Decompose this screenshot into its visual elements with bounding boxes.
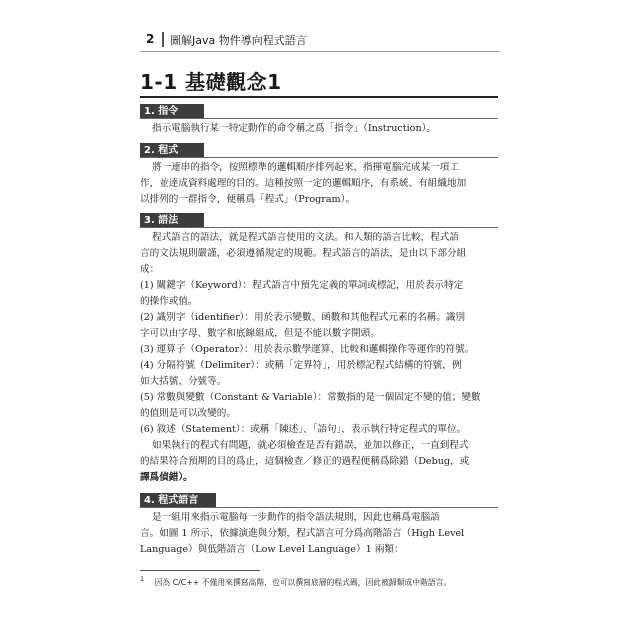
paragraph-line: 是一組用來指示電腦每一步動作的指令語法規則，因此也稱爲電腦語 (152, 512, 440, 523)
footnote-text: 因為 C/C++ 不僅用來撰寫高階，也可以撰寫底層的程式碼，因此被歸類成中階語言。 (154, 577, 452, 587)
paragraph-line: 如果執行的程式有問題，就必須檢查是否有錯誤，並加以修正，一直到程式 (152, 440, 469, 451)
subhead-programming-language: 4. 程式語言 (140, 493, 216, 508)
paragraph-line: 以排列的一群指令，便稱爲「程式」（Program）。 (140, 194, 356, 205)
header-divider (162, 32, 164, 47)
section-rule (140, 96, 498, 98)
list-item: 的值則是可以改變的。 (140, 408, 236, 419)
paragraph-line: 的結果符合預期的目的爲止，這個檢查／修正的過程便稱爲除錯（Debug，或 (140, 456, 470, 467)
subhead-syntax: 3. 語法 (140, 213, 204, 228)
book-title: 圖解Java 物件導向程式語言 (170, 34, 307, 47)
paragraph-line: 言。如圖 1 所示，依據演進與分類，程式語言可分爲高階語言（High Level (140, 528, 465, 539)
section-title: 1-1 基礎觀念1 (140, 70, 282, 94)
list-item: (6) 敘述（Statement）：或稱「陳述」、「語句」，表示執行特定程式的單位。 (140, 424, 467, 435)
subhead-rule (140, 507, 498, 508)
list-item: 字可以由字母、數字和底線組成，但是不能以數字開頭。 (140, 328, 380, 339)
list-item: (5) 常數與變數（Constant & Variable）：常數指的是一個固定不變的值；變數 (140, 392, 481, 403)
paragraph-line: 將一連串的指令，按照標準的邏輯順序排列起來，指揮電腦完成某一項工 (152, 162, 459, 173)
paragraph-line: 言的文法規則嚴謹，必須遵循規定的規範。程式語言的語法，是由以下部分組 (140, 248, 467, 259)
paragraph-line: 譯爲偵錯）。 (140, 472, 193, 483)
page-number: 2 (146, 32, 155, 46)
subhead-instruction: 1. 指令 (140, 104, 204, 119)
list-item: (4) 分隔符號（Delimiter）：或稱「定界符」，用於標記程式結構的符號，例 (140, 360, 462, 371)
footnote-mark: 1 (140, 575, 145, 583)
paragraph-line: Language）與低階語言（Low Level Language）1 兩類： (140, 544, 404, 555)
subhead-rule (140, 118, 498, 119)
list-item: 如大括號、分號等。 (140, 376, 227, 387)
subhead-rule (140, 227, 498, 228)
footnote-rule (140, 570, 260, 571)
page-header (140, 30, 500, 54)
header-rule (140, 51, 500, 52)
paragraph-line: 作，並達成資料處理的目的。這種按照一定的邏輯順序，有系統、有組織地加 (140, 178, 467, 189)
paragraph-line: 成： (140, 264, 160, 275)
subhead-rule (140, 157, 498, 158)
subhead-program: 2. 程式 (140, 143, 204, 158)
paragraph-line: 指示電腦執行某一特定動作的命令稱之爲「指令」（Instruction）。 (152, 123, 437, 134)
paragraph-line: 程式語言的語法，就是程式語言使用的文法。和人類的語言比較，程式語 (152, 232, 459, 243)
footnote (140, 575, 451, 588)
list-item: (1) 關鍵字（Keyword）：程式語言中預先定義的單詞或標記，用於表示特定 (140, 280, 464, 291)
list-item: 的操作或值。 (140, 296, 198, 307)
list-item: (2) 識別字（identifier）：用於表示變數、函數和其他程式元素的名稱。識別 (140, 312, 466, 323)
list-item: (3) 運算子（Operator）：用於表示數學運算、比較和邏輯操作等運作的符號。 (140, 344, 475, 355)
